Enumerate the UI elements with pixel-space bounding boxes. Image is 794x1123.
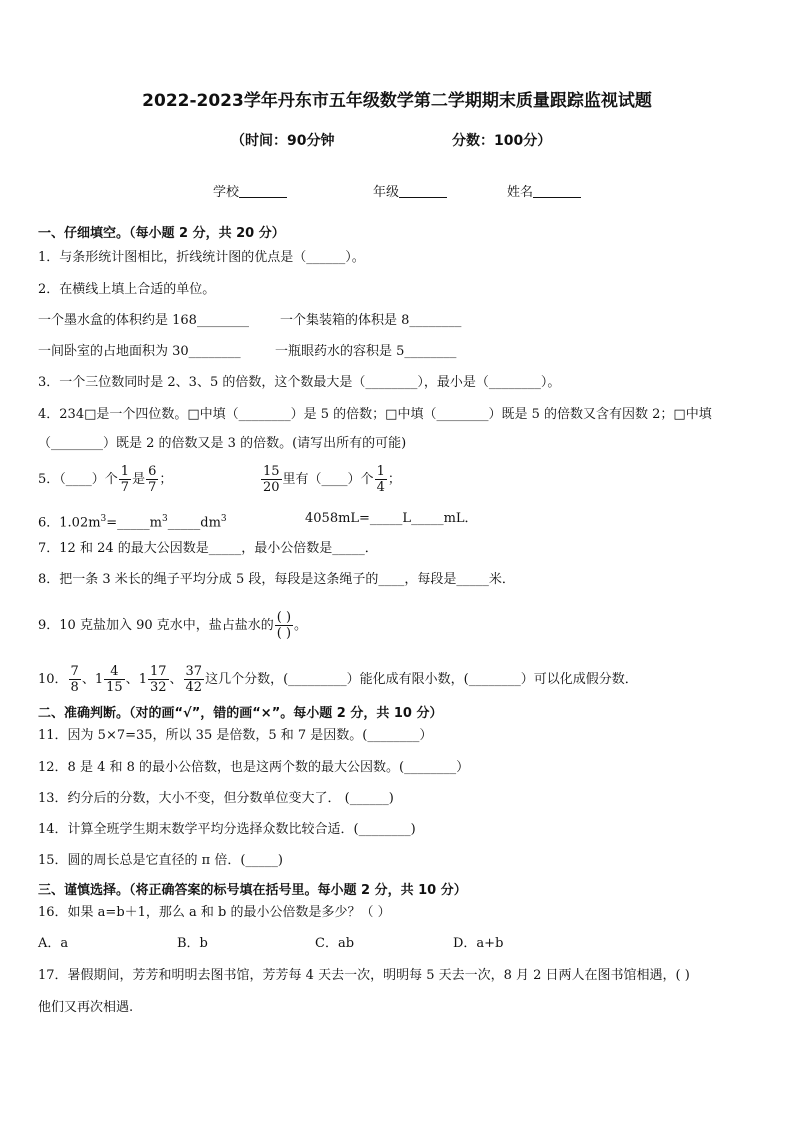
q16-option-d[interactable]: D．a+b — [453, 936, 504, 951]
grade-field[interactable] — [373, 181, 447, 200]
fraction-1-7: $\frac{1}{7}$ — [120, 464, 130, 495]
q5-text-2: 是 — [132, 472, 146, 487]
q5-text-4: 里有（____）个 — [282, 472, 374, 487]
question-2c: 一间卧室的占地面积为 30________ — [38, 344, 241, 359]
q16-option-c[interactable]: C．ab — [315, 936, 355, 951]
name-label: 姓名 — [507, 185, 534, 200]
question-2a: 一个墨水盒的体积约是 168________ — [38, 313, 249, 328]
question-11: 11．因为 5×7=35，所以 35 是倍数，5 和 7 是因数。(________） — [38, 728, 433, 743]
question-7: 7．12 和 24 的最大公因数是_____，最小公倍数是_____． — [38, 541, 378, 556]
q5-text-5: ； — [387, 472, 401, 487]
section-3-heading: 三、谨慎选择。（将正确答案的标号填在括号里。每小题 2 分，共 10 分） — [38, 883, 467, 898]
fraction-blank[interactable]: $\frac{( )}{( )}$ — [276, 610, 292, 641]
q10-whole-3: 1 — [138, 672, 147, 687]
q10-sep-3: 、 — [169, 672, 183, 687]
q16-option-a[interactable]: A．a — [38, 936, 69, 951]
question-10 — [38, 660, 638, 700]
school-blank[interactable] — [239, 185, 287, 198]
q10-number: 10． — [38, 672, 68, 687]
fraction-1-4: $\frac{1}{4}$ — [376, 464, 385, 495]
question-4-line2: （________）既是 2 的倍数又是 3 的倍数。(请写出所有的可能) — [38, 436, 407, 451]
q6-sup-3: 3 — [220, 514, 227, 524]
fraction-7-8: $\frac{7}{8}$ — [70, 664, 79, 695]
q10-sep-2: 、 — [125, 672, 139, 687]
section-1-heading: 一、仔细填空。（每小题 2 分，共 20 分） — [38, 226, 285, 241]
question-9 — [38, 606, 307, 646]
q10-sep-1: 、 — [81, 672, 95, 687]
question-2d: 一瓶眼药水的容积是 5________ — [275, 344, 457, 359]
fraction-37-42: $\frac{37}{42}$ — [185, 664, 203, 695]
question-17-line2: 他们又再次相遇. — [38, 1000, 134, 1015]
question-2: 2．在横线上填上合适的单位。 — [38, 282, 216, 297]
q10-whole-2: 1 — [94, 672, 104, 687]
question-16: 16．如果 a=b＋1，那么 a 和 b 的最小公倍数是多少？（ ） — [38, 905, 391, 920]
school-label: 学校 — [213, 185, 240, 200]
question-1: 1．与条形统计图相比，折线统计图的优点是（______）。 — [38, 250, 365, 265]
question-3: 3．一个三位数同时是 2、3、5 的倍数，这个数最大是（________），最小是（________）。 — [38, 375, 561, 390]
grade-blank[interactable] — [399, 185, 447, 198]
question-4-line1: 4．234□是一个四位数。□中填（________）是 5 的倍数；□中填（________）既是 5 的倍数又含有因数 2；□中填 — [38, 407, 712, 422]
exam-time: （时间：90分钟 — [231, 133, 335, 149]
q6-sup-2: 3 — [162, 514, 168, 524]
q6-sup-1: 3 — [100, 514, 107, 524]
question-12: 12．8 是 4 和 8 的最小公倍数，也是这两个数的最大公因数。(________） — [38, 760, 470, 775]
question-13: 13．约分后的分数，大小不变，但分数单位变大了． (______) — [38, 791, 394, 806]
name-blank[interactable] — [533, 185, 581, 198]
exam-score: 分数：100分） — [452, 133, 552, 149]
grade-label: 年级 — [373, 185, 400, 200]
name-field[interactable] — [507, 181, 581, 200]
question-6-part1 — [38, 509, 227, 533]
question-15: 15．圆的周长总是它直径的 π 倍．(_____) — [38, 853, 283, 868]
fraction-17-32: $\frac{17}{32}$ — [149, 664, 167, 695]
section-2-heading: 二、准确判断。（对的画“√”，错的画“×”。每小题 2 分，共 10 分） — [38, 706, 443, 721]
q5-text-1: 5．（____）个 — [38, 472, 118, 487]
fraction-6-7: $\frac{6}{7}$ — [148, 464, 157, 495]
question-5-part1 — [38, 462, 172, 498]
question-6-part2: 4058mL=_____L_____mL． — [305, 511, 478, 526]
school-field[interactable] — [213, 181, 287, 200]
q6-blank-dm: _____dm — [167, 515, 221, 531]
q6-blank-m: =_____m — [106, 515, 163, 531]
q16-option-b[interactable]: B．b — [177, 936, 208, 951]
q10-text: 这几个分数，(_________）能化成有限小数，(________）可以化成假分数． — [205, 672, 638, 687]
question-5-part2 — [260, 462, 401, 498]
q9-end: 。 — [294, 618, 308, 633]
question-14: 14．计算全班学生期末数学平均分选择众数比较合适．(________) — [38, 822, 416, 837]
fraction-15-20: $\frac{15}{20}$ — [263, 464, 280, 495]
q9-text: 9．10 克盐加入 90 克水中，盐占盐水的 — [38, 618, 274, 633]
page-title: 2022-2023学年丹东市五年级数学第二学期期末质量跟踪监视试题 — [142, 91, 652, 111]
fraction-4-15: $\frac{4}{15}$ — [106, 664, 123, 695]
question-8: 8．把一条 3 米长的绳子平均分成 5 段，每段是这条绳子的____，每段是_____米． — [38, 572, 515, 587]
q5-text-3: ； — [159, 472, 173, 487]
question-17-line1: 17．暑假期间，芳芳和明明去图书馆，芳芳每 4 天去一次，明明每 5 天去一次，8 月 2 日两人在图书馆相遇，( ) — [38, 968, 690, 983]
question-2b: 一个集装箱的体积是 8________ — [280, 313, 462, 328]
q6-value: 6．1.02m — [38, 515, 101, 531]
